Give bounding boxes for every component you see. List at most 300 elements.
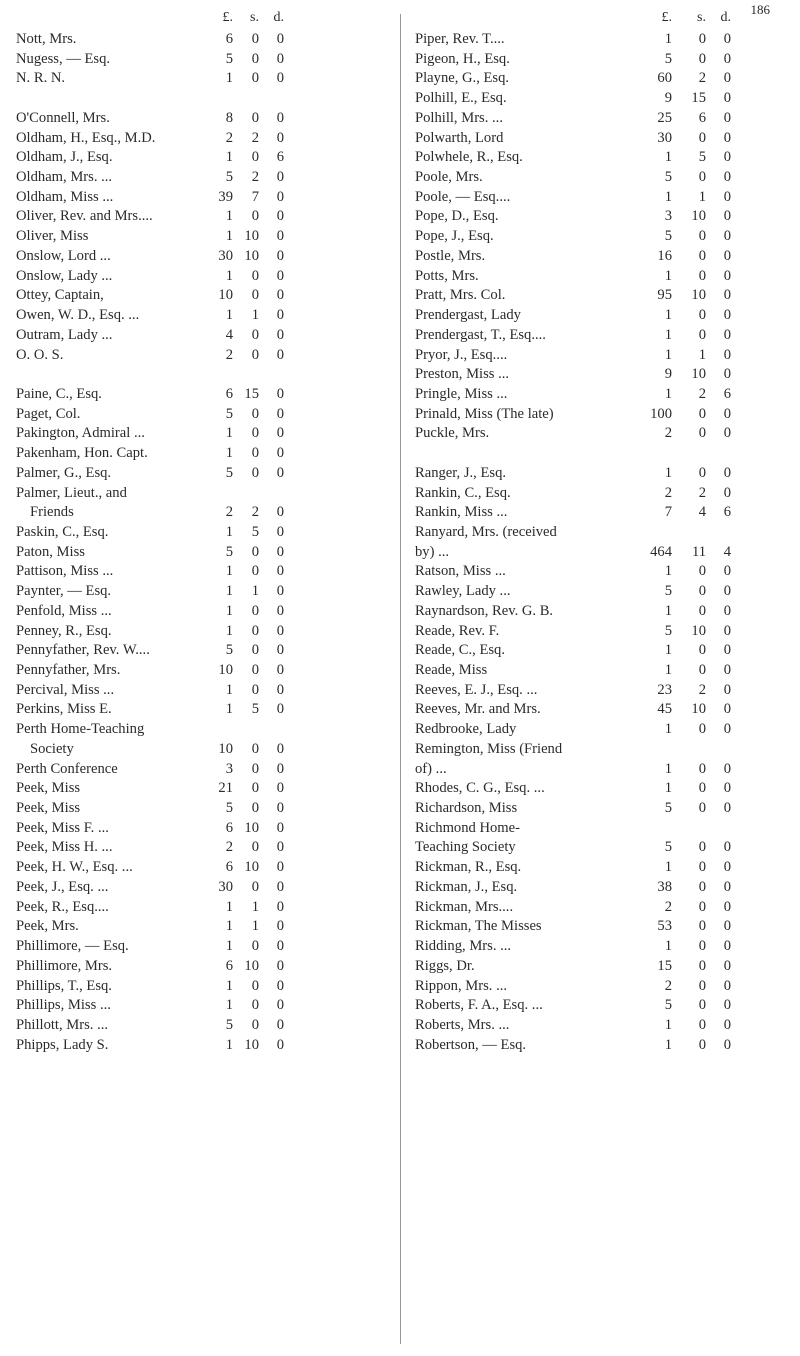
pence-value: 0 [276, 563, 284, 580]
subscriber-row [401, 779, 786, 799]
pounds-value: 1 [225, 563, 233, 580]
subscriber-row [0, 602, 392, 622]
shillings-value: 0 [251, 642, 259, 659]
subscriber-name: Polwhele, R., Esq. [415, 149, 523, 166]
subscriber-row [401, 838, 786, 858]
shillings-value: 0 [698, 1016, 706, 1033]
subscriber-row [401, 996, 786, 1016]
pence-value: 0 [723, 169, 731, 186]
subscriber-row [0, 878, 392, 898]
shillings-value: 0 [251, 1016, 259, 1033]
pence-value: 0 [723, 464, 731, 481]
pounds-value: 1 [664, 326, 672, 343]
shillings-value: 0 [251, 346, 259, 363]
subscriber-name: Oliver, Rev. and Mrs.... [16, 208, 153, 225]
subscriber-row [0, 582, 392, 602]
pence-value: 0 [276, 267, 284, 284]
subscriber-row [0, 503, 392, 523]
pence-value: 0 [723, 346, 731, 363]
pounds-value: 1 [225, 977, 233, 994]
subscriber-name: Paynter, — Esq. [16, 583, 112, 600]
subscriber-name: Reeves, E. J., Esq. ... [415, 681, 538, 698]
subscriber-row [401, 464, 786, 484]
subscriber-name: Rickman, R., Esq. [415, 859, 522, 876]
pounds-value: 1 [225, 267, 233, 284]
subscriber-row [0, 306, 392, 326]
shillings-value: 0 [698, 583, 706, 600]
pence-value: 0 [723, 149, 731, 166]
pounds-value: 23 [657, 681, 672, 698]
pounds-value: 1 [225, 1036, 233, 1053]
pounds-value: 5 [664, 583, 672, 600]
pence-value: 0 [276, 780, 284, 797]
pounds-value: 1 [225, 445, 233, 462]
pounds-value: 1 [225, 997, 233, 1014]
pence-value: 0 [723, 957, 731, 974]
subscriber-name: Potts, Mrs. [415, 267, 479, 284]
subscriber-row [401, 799, 786, 819]
pounds-value: 1 [664, 563, 672, 580]
subscriber-name: Palmer, G., Esq. [16, 464, 112, 481]
subscriber-name: Preston, Miss ... [415, 366, 510, 383]
shillings-value: 0 [698, 307, 706, 324]
subscriber-row [0, 937, 392, 957]
pounds-value: 1 [225, 918, 233, 935]
pence-value: 0 [723, 425, 731, 442]
shillings-value: 0 [698, 898, 706, 915]
subscriber-name: Paton, Miss [16, 543, 85, 560]
subscriber-row [401, 582, 786, 602]
pounds-value: 5 [664, 622, 672, 639]
subscriber-name: Outram, Lady ... [16, 326, 113, 343]
shillings-value: 0 [698, 878, 706, 895]
subscriber-row [401, 622, 786, 642]
pounds-value: 5 [664, 50, 672, 67]
shillings-value: 15 [691, 90, 706, 107]
shillings-value: 0 [698, 247, 706, 264]
pence-value: 0 [276, 247, 284, 264]
shillings-value: 0 [251, 760, 259, 777]
currency-header [0, 10, 392, 30]
pence-value: 0 [276, 878, 284, 895]
pounds-value: 1 [664, 938, 672, 955]
pounds-value: 1 [225, 622, 233, 639]
pounds-value: 3 [664, 208, 672, 225]
shillings-value: 0 [698, 405, 706, 422]
subscriber-name: Pakenham, Hon. Capt. [16, 445, 148, 462]
shillings-value: 0 [698, 859, 706, 876]
subscriber-name: by) ... [415, 543, 450, 560]
subscriber-row [401, 385, 786, 405]
pence-value: 0 [276, 445, 284, 462]
shillings-value: 7 [251, 188, 259, 205]
subscriber-row [401, 89, 786, 109]
pounds-header: £. [222, 10, 233, 25]
pounds-value: 8 [225, 109, 233, 126]
subscriber-name: Polhill, Mrs. ... [415, 109, 503, 126]
shillings-value: 1 [251, 898, 259, 915]
subscriber-name: Rhodes, C. G., Esq. ... [415, 780, 545, 797]
right-rows [401, 30, 786, 1055]
pence-value: 0 [276, 31, 284, 47]
shillings-value: 0 [251, 543, 259, 560]
pence-value: 0 [276, 307, 284, 324]
pounds-value: 5 [225, 169, 233, 186]
shillings-header: s. [250, 10, 259, 25]
pence-value: 0 [276, 898, 284, 915]
subscriber-name: Prendergast, T., Esq.... [415, 326, 546, 343]
shillings-value: 0 [251, 800, 259, 817]
subscriber-name: Peek, Miss [16, 800, 81, 817]
subscriber-row [0, 30, 392, 50]
pence-value: 0 [723, 563, 731, 580]
pence-value: 0 [723, 1036, 731, 1053]
pounds-value: 25 [657, 109, 672, 126]
subscriber-name: Reade, Miss [415, 662, 488, 678]
pence-value: 0 [276, 740, 284, 757]
subscriber-name: Onslow, Lady ... [16, 267, 113, 284]
subscriber-name: Rankin, C., Esq. [415, 484, 511, 501]
subscriber-row [0, 129, 392, 149]
pounds-value: 2 [664, 977, 672, 994]
pence-value: 0 [276, 523, 284, 540]
subscriber-row [401, 543, 786, 563]
subscriber-row [401, 247, 786, 267]
subscriber-row [0, 148, 392, 168]
subscriber-name: Reade, Rev. F. [415, 622, 500, 639]
pence-value: 0 [723, 90, 731, 107]
pounds-value: 16 [657, 247, 672, 264]
subscriber-name: Peek, J., Esq. ... [16, 878, 109, 895]
pence-value: 0 [723, 977, 731, 994]
pence-value: 0 [276, 701, 284, 718]
subscriber-row [0, 464, 392, 484]
subscriber-name: Phillott, Mrs. ... [16, 1016, 109, 1033]
subscriber-row [0, 405, 392, 425]
pence-value: 0 [276, 169, 284, 186]
subscriber-row [0, 720, 392, 740]
shillings-value: 1 [251, 307, 259, 324]
subscriber-row [0, 109, 392, 129]
subscriber-name: Pennyfather, Rev. W.... [16, 642, 150, 659]
pence-value: 0 [276, 1016, 284, 1033]
subscriber-row [0, 641, 392, 661]
pounds-value: 10 [218, 740, 233, 757]
subscriber-row [401, 50, 786, 70]
subscriber-name: Peek, Miss F. ... [16, 819, 109, 836]
right-subscriber-column [400, 10, 786, 1344]
subscriber-row [401, 878, 786, 898]
pounds-value: 2 [225, 504, 233, 521]
pence-value: 0 [723, 938, 731, 955]
pounds-value: 2 [664, 484, 672, 501]
pounds-value: 1 [225, 149, 233, 166]
pence-value: 0 [276, 326, 284, 343]
pounds-value: 53 [657, 918, 672, 935]
pounds-value: 6 [225, 385, 233, 402]
shillings-value: 0 [698, 997, 706, 1014]
subscriber-row [0, 50, 392, 70]
subscriber-row [401, 661, 786, 681]
pence-value: 0 [723, 701, 731, 718]
subscriber-name: Nott, Mrs. [16, 31, 77, 47]
pence-value: 0 [723, 188, 731, 205]
subscriber-row [0, 267, 392, 287]
pounds-value: 1 [664, 642, 672, 659]
pence-value: 0 [723, 247, 731, 264]
subscriber-name: Paget, Col. [16, 405, 81, 422]
pence-value: 0 [723, 918, 731, 935]
shillings-value: 0 [251, 563, 259, 580]
pounds-value: 1 [664, 859, 672, 876]
subscriber-name: Remington, Miss (Friend [415, 740, 563, 757]
pence-value: 4 [723, 543, 731, 560]
pounds-value: 9 [664, 366, 672, 383]
pence-header: d. [720, 10, 731, 25]
pounds-value: 9 [664, 90, 672, 107]
pounds-value: 1 [664, 149, 672, 166]
subscriber-name: Ratson, Miss ... [415, 563, 506, 580]
subscriber-row [0, 760, 392, 780]
subscriber-row [0, 681, 392, 701]
pence-value: 0 [276, 188, 284, 205]
pounds-value: 5 [664, 839, 672, 856]
subscriber-row [0, 957, 392, 977]
subscriber-row [401, 937, 786, 957]
subscriber-name: Peek, Mrs. [16, 918, 79, 935]
subscriber-row [401, 346, 786, 366]
subscriber-row [0, 700, 392, 720]
subscriber-row [401, 523, 786, 543]
subscriber-name: Society [30, 740, 74, 757]
left-subscriber-column [0, 10, 392, 1055]
shillings-value: 0 [251, 149, 259, 166]
subscriber-name: Ridding, Mrs. ... [415, 938, 512, 955]
shillings-value: 0 [251, 405, 259, 422]
subscriber-row [401, 286, 786, 306]
subscriber-row [401, 720, 786, 740]
pence-value: 0 [276, 622, 284, 639]
subscriber-name: Rippon, Mrs. ... [415, 977, 508, 994]
pounds-value: 1 [664, 31, 672, 47]
subscriber-name: Richmond Home- [415, 819, 520, 836]
shillings-value: 0 [698, 642, 706, 659]
subscriber-name: Polwarth, Lord [415, 129, 504, 146]
subscriber-name: Oldham, H., Esq., M.D. [16, 129, 156, 146]
pence-value: 0 [276, 109, 284, 126]
pence-value: 0 [723, 583, 731, 600]
pence-value: 0 [276, 405, 284, 422]
subscriber-name: Pakington, Admiral ... [16, 425, 145, 442]
pounds-value: 1 [225, 681, 233, 698]
shillings-value: 0 [251, 208, 259, 225]
shillings-value: 0 [251, 997, 259, 1014]
subscriber-name: Phillimore, — Esq. [16, 938, 129, 955]
pounds-value: 5 [225, 464, 233, 481]
shillings-value: 0 [698, 938, 706, 955]
pounds-value: 6 [225, 31, 233, 47]
pence-value: 0 [276, 957, 284, 974]
subscriber-row [0, 69, 392, 89]
subscriber-row [0, 1016, 392, 1036]
subscriber-row [0, 227, 392, 247]
pounds-value: 1 [225, 307, 233, 324]
pence-value: 0 [723, 326, 731, 343]
subscriber-name: Phipps, Lady S. [16, 1036, 109, 1053]
pounds-value: 45 [657, 701, 672, 718]
shillings-value: 0 [698, 464, 706, 481]
shillings-value: 2 [698, 681, 706, 698]
subscriber-row [0, 207, 392, 227]
pence-value: 0 [276, 997, 284, 1014]
pence-value: 0 [276, 681, 284, 698]
pence-value: 6 [723, 385, 731, 402]
pounds-value: 2 [664, 898, 672, 915]
shillings-value: 1 [698, 346, 706, 363]
pounds-value: 5 [225, 642, 233, 659]
pounds-value: 5 [225, 543, 233, 560]
shillings-value: 10 [244, 859, 259, 876]
subscriber-row [0, 562, 392, 582]
subscriber-name: Peek, Miss [16, 780, 81, 797]
subscriber-name: Postle, Mrs. [415, 247, 486, 264]
pence-value: 0 [723, 662, 731, 678]
pence-value: 0 [276, 129, 284, 146]
pounds-value: 1 [664, 385, 672, 402]
pence-value: 0 [723, 228, 731, 245]
pounds-value: 1 [225, 583, 233, 600]
pence-value: 0 [723, 129, 731, 146]
shillings-value: 1 [698, 188, 706, 205]
pence-value: 0 [723, 760, 731, 777]
pence-value: 0 [723, 622, 731, 639]
subscriber-row [0, 444, 392, 464]
shillings-value: 1 [251, 918, 259, 935]
pence-value: 0 [276, 859, 284, 876]
subscriber-row [0, 838, 392, 858]
subscriber-name: Pigeon, H., Esq. [415, 50, 510, 67]
pounds-value: 6 [225, 819, 233, 836]
pence-value: 0 [723, 878, 731, 895]
subscriber-name: Oldham, J., Esq. [16, 149, 113, 166]
subscriber-name: Rickman, Mrs.... [415, 898, 514, 915]
subscriber-row [0, 247, 392, 267]
pounds-value: 30 [218, 247, 233, 264]
pence-value: 0 [276, 543, 284, 560]
shillings-value: 0 [698, 977, 706, 994]
subscriber-name: Poole, Mrs. [415, 169, 483, 186]
subscriber-row [401, 484, 786, 504]
pounds-value: 464 [650, 543, 672, 560]
subscriber-name: Paskin, C., Esq. [16, 523, 109, 540]
shillings-value: 10 [244, 228, 259, 245]
pence-value: 0 [276, 839, 284, 856]
subscriber-row [401, 109, 786, 129]
subscriber-name: Raynardson, Rev. G. B. [415, 602, 554, 619]
subscriber-name: Oldham, Mrs. ... [16, 169, 113, 186]
subscriber-name: Pattison, Miss ... [16, 563, 114, 580]
subscriber-name: Phillimore, Mrs. [16, 957, 113, 974]
subscriber-name: Owen, W. D., Esq. ... [16, 307, 140, 324]
shillings-value: 0 [698, 780, 706, 797]
shillings-value: 0 [698, 50, 706, 67]
subscriber-name: Poole, — Esq.... [415, 188, 511, 205]
pounds-value: 6 [225, 957, 233, 974]
subscriber-row [401, 917, 786, 937]
shillings-value: 5 [251, 523, 259, 540]
subscriber-name: Oldham, Miss ... [16, 188, 114, 205]
pence-value: 0 [723, 287, 731, 304]
pence-value: 0 [276, 70, 284, 87]
subscriber-name: Penney, R., Esq. [16, 622, 112, 639]
pence-value: 0 [276, 938, 284, 955]
currency-header [401, 10, 786, 30]
pounds-value: 7 [664, 504, 672, 521]
subscriber-row [0, 523, 392, 543]
pounds-value: 1 [664, 602, 672, 619]
shillings-value: 2 [698, 70, 706, 87]
shillings-value: 10 [244, 1036, 259, 1053]
shillings-value: 10 [244, 819, 259, 836]
shillings-value: 0 [251, 740, 259, 757]
pounds-value: 5 [664, 169, 672, 186]
subscriber-name: Pope, J., Esq. [415, 228, 494, 245]
subscriber-row [0, 977, 392, 997]
pounds-value: 10 [218, 287, 233, 304]
subscriber-row [401, 227, 786, 247]
pounds-value: 1 [664, 307, 672, 324]
shillings-value: 0 [251, 622, 259, 639]
subscriber-row [401, 306, 786, 326]
subscriber-row [401, 129, 786, 149]
shillings-value: 2 [251, 504, 259, 521]
shillings-value: 0 [698, 129, 706, 146]
subscriber-name: Perth Home-Teaching [16, 721, 145, 738]
shillings-value: 0 [251, 31, 259, 47]
subscriber-name: Riggs, Dr. [415, 957, 475, 974]
pounds-value: 2 [225, 346, 233, 363]
pence-value: 0 [276, 504, 284, 521]
shillings-value: 0 [251, 602, 259, 619]
pounds-value: 2 [664, 425, 672, 442]
subscriber-row [401, 168, 786, 188]
subscriber-name: N. R. N. [16, 70, 66, 87]
subscriber-name: Palmer, Lieut., and [16, 484, 127, 501]
shillings-value: 5 [251, 701, 259, 718]
subscriber-row [401, 957, 786, 977]
subscriber-name: Prinald, Miss (The late) [415, 405, 554, 422]
subscriber-row [401, 681, 786, 701]
shillings-value: 0 [698, 957, 706, 974]
shillings-value: 0 [251, 464, 259, 481]
subscriber-row [0, 424, 392, 444]
subscriber-row [0, 779, 392, 799]
subscriber-name: Paine, C., Esq. [16, 385, 102, 402]
shillings-value: 0 [251, 50, 259, 67]
subscriber-row [401, 760, 786, 780]
shillings-value: 10 [691, 622, 706, 639]
subscriber-name: of) ... [415, 760, 447, 777]
shillings-value: 0 [698, 267, 706, 284]
shillings-value: 0 [698, 662, 706, 678]
shillings-value: 0 [698, 31, 706, 47]
subscriber-row [401, 69, 786, 89]
pounds-value: 1 [664, 662, 672, 678]
subscriber-row [0, 543, 392, 563]
pence-value: 0 [723, 307, 731, 324]
pence-value: 0 [723, 70, 731, 87]
shillings-value: 0 [698, 1036, 706, 1053]
